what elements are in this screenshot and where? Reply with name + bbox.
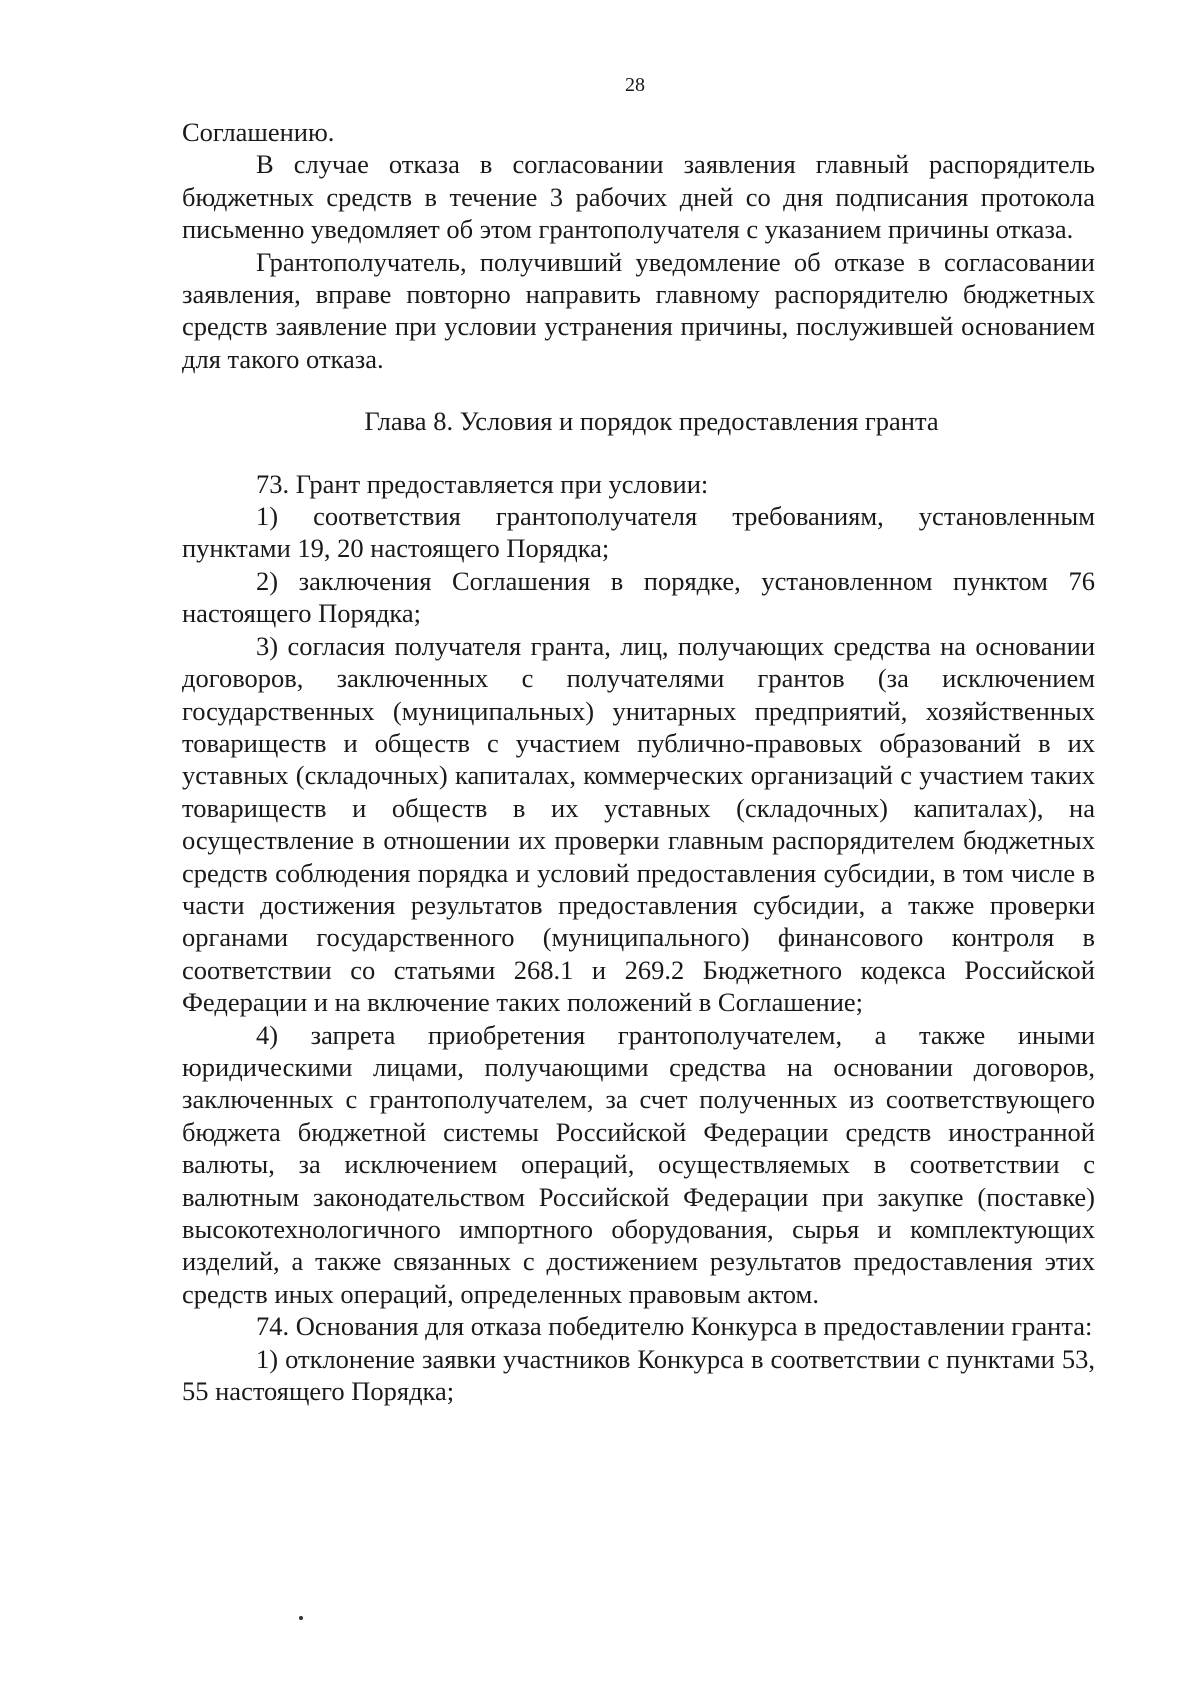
clause-73-item-2: 2) заключения Соглашения в порядке, установленном пунктом 76 настоящего Порядка; [182, 565, 1095, 629]
page-number: 28 [625, 74, 645, 96]
clause-73-item-1: 1) соответствия грантополучателя требованиям, установленным пунктами 19, 20 настоящего Порядка; [182, 501, 1095, 564]
chapter-heading: Глава 8. Условия и порядок предоставления гранта [364, 406, 939, 437]
scan-speck [299, 1616, 303, 1620]
clause-73-intro: 73. Грант предоставляется при условии: [256, 468, 709, 499]
clause-73-item-3: 3) согласия получателя гранта, лиц, получающих средства на основании договоров, заключенных с получателями грантов (за исключением государственных (муниципальных) унитарных предприятий, хозяйственных товариществ и обществ с участием публично-правовых образований в их уставных (складочных) капиталах, коммерческих организаций с участием таких товариществ и обществ в их уставных (складочных) капиталах), на осуществление в отношении их проверки главным распорядителем бюджетных средств соблюдения порядка и условий предоставления субсидии, в том числе в части достижения результатов предоставления субсидии, а также проверки органами государственного (муниципального) финансового контроля в соответствии со статьями 268.1 и 269.2 Бюджетного кодекса Российской Федерации и на включение таких положений в Соглашение; [182, 630, 1095, 1018]
paragraph-refusal-notice: В случае отказа в согласовании заявления главный распорядитель бюджетных средств в течение 3 рабочих дней со дня подписания протокола письменно уведомляет об этом грантополучателя с указанием причины отказа. [182, 149, 1095, 245]
clause-74-intro: 74. Основания для отказа победителю Конкурса в предоставлении гранта: [256, 1311, 1093, 1342]
clause-73-item-4: 4) запрета приобретения грантополучателем, а также иными юридическими лицами, получающими средства на основании договоров, заключенных с грантополучателем, за счет полученных из соответствующего бюджета бюджетной системы Российской Федерации средств иностранной валюты, за исключением операций, осуществляемых в соответствии с валютным законодательством Российской Федерации при закупке (поставке) высокотехнологичного импортного оборудования, сырья и комплектующих изделий, а также связанных с достижением результатов предоставления этих средств иных операций, определенных правовым актом. [182, 1019, 1095, 1309]
paragraph-continuation: Соглашению. [182, 117, 335, 147]
document-body [182, 116, 1095, 1407]
paragraph-resubmission: Грантополучатель, получивший уведомление об отказе в согласовании заявления, вправе повторно направить главному распорядителю бюджетных средств заявление при условии устранения причины, послужившей основанием для такого отказа. [182, 246, 1095, 374]
clause-74-item-1: 1) отклонение заявки участников Конкурса в соответствии с пунктами 53, 55 настоящего Порядка; [182, 1343, 1095, 1407]
